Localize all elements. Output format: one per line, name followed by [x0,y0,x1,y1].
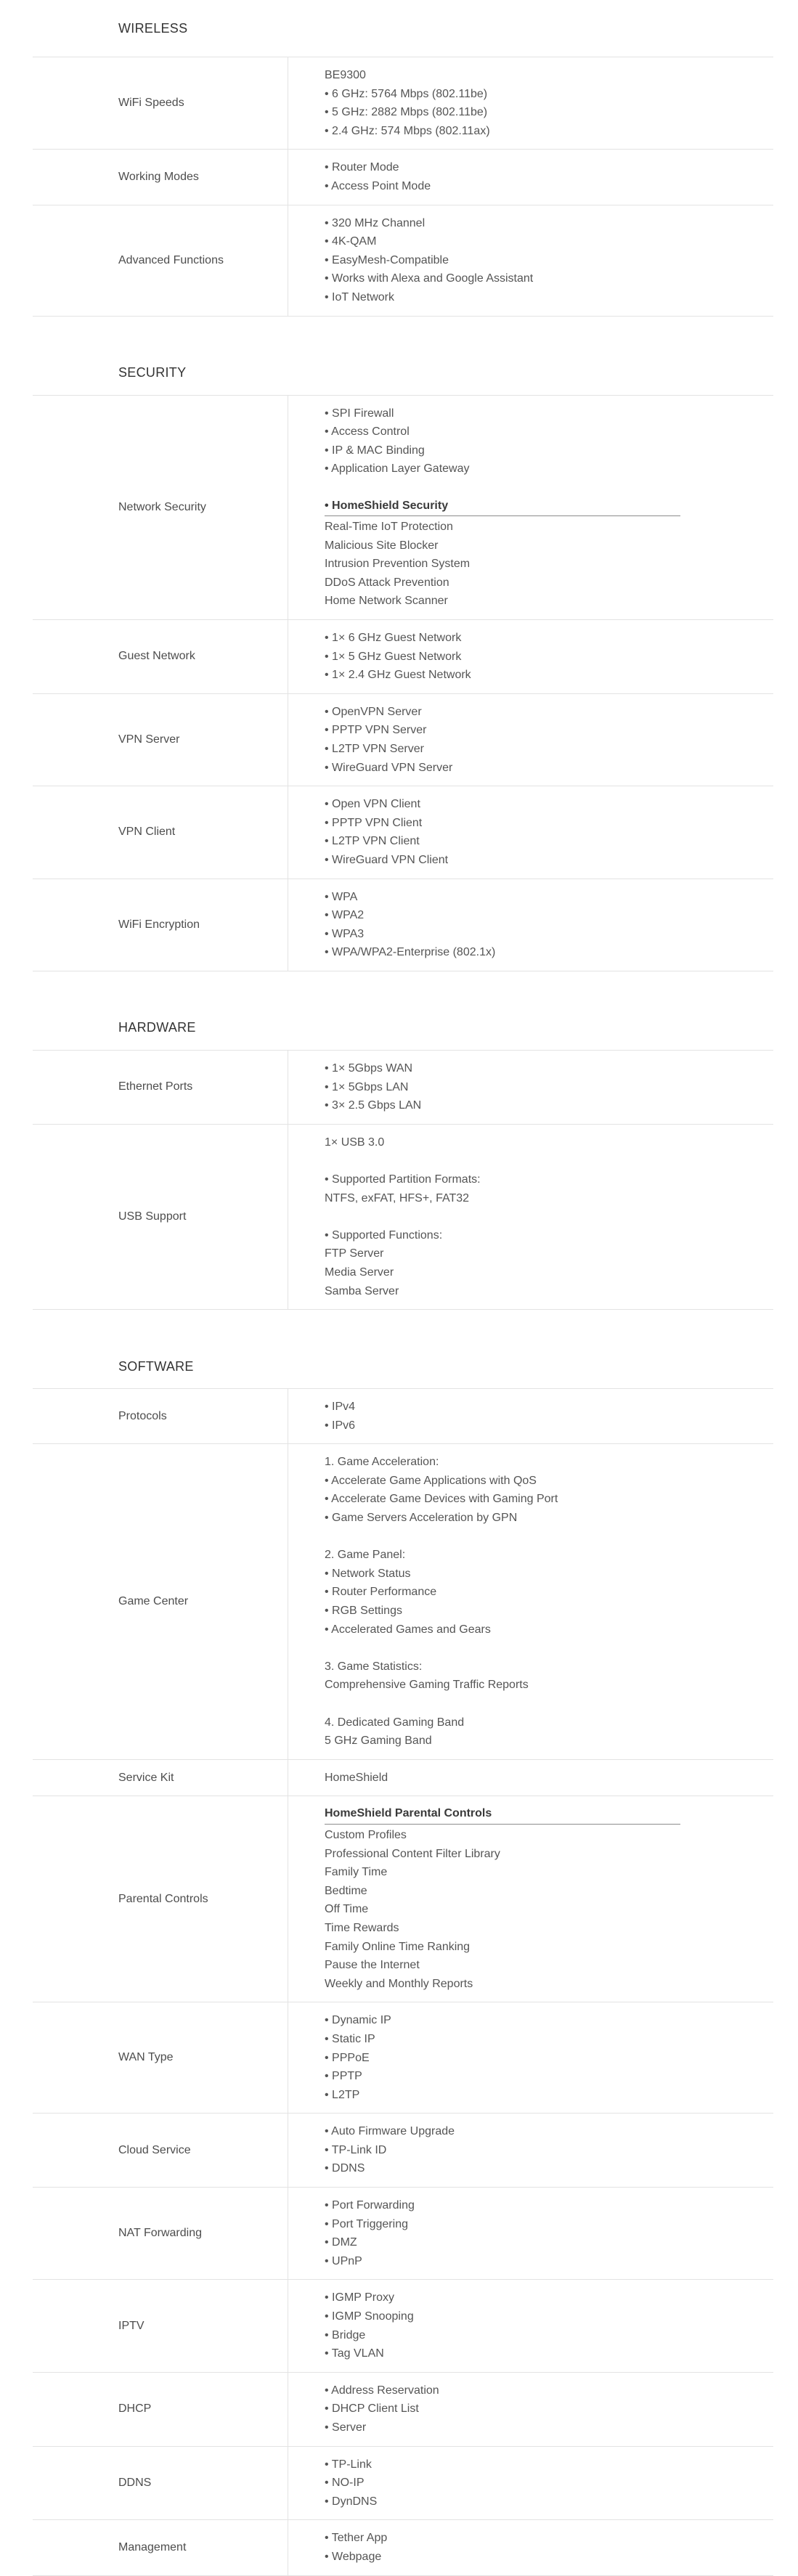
spec-label: NAT Forwarding [33,2188,288,2279]
spec-table [33,0,773,2576]
spec-value [288,1389,773,1443]
spec-value-line: Professional Content Filter Library [325,1847,500,1860]
spec-value [288,1760,773,1796]
spec-label: USB Support [33,1125,288,1309]
spec-value-line: Comprehensive Gaming Traffic Reports [325,1679,529,1692]
section-security [33,351,773,971]
spec-value-line: • PPTP VPN Server [325,724,427,737]
spec-row-guest-network [33,620,773,694]
spec-label: DHCP [33,2373,288,2446]
spec-value-line: Bedtime [325,1884,367,1897]
section-title: SOFTWARE [33,1345,773,1389]
spec-value-line: Off Time [325,1903,369,1916]
spec-value-line: • Works with Alexa and Google Assistant [325,272,534,285]
spec-value-line: • Access Control [325,425,410,439]
spec-row-service-kit [33,1760,773,1797]
spec-row-wan-type [33,2002,773,2114]
spec-label: WiFi Speeds [33,57,288,149]
spec-value-line: Malicious Site Blocker [325,539,439,552]
spec-value-line: • WireGuard VPN Server [325,761,453,774]
spec-label: Ethernet Ports [33,1051,288,1124]
spec-value-line: • PPTP [325,2070,362,2083]
spec-value-line: • IGMP Snooping [325,2310,414,2323]
section-hardware [33,1006,773,1310]
spec-value-line: • Game Servers Acceleration by GPN [325,1512,518,1525]
spec-row-network-security [33,396,773,621]
spec-row-nat-forwarding [33,2188,773,2280]
spec-value-line: • Bridge [325,2328,366,2341]
spec-value-line: • Server [325,2421,367,2434]
spec-label: Game Center [33,1444,288,1759]
spacer [325,1639,773,1658]
spec-value [288,2188,773,2279]
spec-value-line: • SPI Firewall [325,407,394,420]
spec-label: Cloud Service [33,2114,288,2187]
spec-value-line: • Network Status [325,1567,411,1580]
spec-label: Service Kit [33,1760,288,1796]
spec-value-line: • Port Forwarding [325,2199,415,2212]
spec-label: VPN Client [33,786,288,878]
spec-value-line: 3. Game Statistics: [325,1660,423,1673]
spec-value-line: • Supported Functions: [325,1228,443,1242]
spec-label: Management [33,2520,288,2575]
spec-value-line: • RGB Settings [325,1605,402,1618]
spec-label: VPN Server [33,694,288,786]
spacer [325,1528,773,1546]
spec-label: Working Modes [33,150,288,204]
spec-value-line: • Static IP [325,2032,375,2045]
spec-label: Guest Network [33,620,288,693]
spec-value [288,694,773,786]
spec-value-line: • 5 GHz: 2882 Mbps (802.11be) [325,106,488,119]
spec-value [288,2002,773,2113]
spec-value [288,150,773,204]
section-wireless [33,0,773,317]
spec-value [288,2373,773,2446]
spec-value-line: • DynDNS [325,2495,378,2508]
spec-label: Network Security [33,396,288,620]
spec-value-line: Weekly and Monthly Reports [325,1977,473,1990]
spec-value-line: • IPv4 [325,1401,356,1414]
spec-row-cloud-service [33,2114,773,2188]
spec-value [288,205,773,316]
spec-value-line: Intrusion Prevention System [325,558,471,571]
spec-value-line: Family Time [325,1866,388,1879]
section-title: SECURITY [33,351,773,396]
spec-label: Parental Controls [33,1796,288,2002]
spec-row-protocols [33,1389,773,1444]
spec-value-line: • IoT Network [325,290,394,303]
spec-value-line: • IGMP Proxy [325,2291,394,2304]
spec-value-line: • Router Performance [325,1586,437,1599]
spec-value-line: • Accelerated Games and Gears [325,1623,491,1636]
section-software [33,1345,773,2575]
spec-value-line: • DHCP Client List [325,2402,419,2416]
spacer [325,478,773,497]
spec-label: Advanced Functions [33,205,288,316]
spec-value-line: • DDNS [325,2162,365,2175]
spec-value-line: • L2TP VPN Client [325,835,420,848]
spec-value-line: DDoS Attack Prevention [325,576,449,589]
spec-label: IPTV [33,2280,288,2371]
spec-value-line: 2. Game Panel: [325,1549,406,1562]
spec-label: WiFi Encryption [33,879,288,971]
spec-row-dhcp [33,2373,773,2447]
spec-value-line: • 1× 6 GHz Guest Network [325,632,462,645]
spec-value [288,396,773,620]
spec-row-usb-support [33,1125,773,1310]
spec-value-line: • OpenVPN Server [325,705,422,718]
spec-value-line: • Open VPN Client [325,798,420,811]
spec-value-line: Time Rewards [325,1921,399,1934]
spec-value-line: • DMZ [325,2236,357,2249]
spec-value-line: Media Server [325,1265,394,1279]
spec-value-line: • PPPoE [325,2051,370,2064]
spec-value-line: • 1× 2.4 GHz Guest Network [325,669,471,682]
spec-row-wifi-encryption [33,879,773,971]
spec-value-line: • Supported Partition Formats: [325,1173,481,1186]
spec-row-parental-controls [33,1796,773,2002]
spec-value [288,2520,773,2575]
spec-value-line: FTP Server [325,1247,384,1260]
spec-subheading: • HomeShield Security [325,497,680,517]
spec-value [288,1051,773,1124]
spec-value-line: • WPA [325,890,358,903]
spacer [325,1695,773,1713]
spec-value-line: • 1× 5Gbps WAN [325,1061,413,1075]
spec-value [288,879,773,971]
spec-label: DDNS [33,2447,288,2520]
spec-value-line: • 320 MHz Channel [325,216,426,229]
spec-value-line: • 2.4 GHz: 574 Mbps (802.11ax) [325,124,490,137]
spec-value-line: NTFS, exFAT, HFS+, FAT32 [325,1191,470,1205]
spec-value-line: • 6 GHz: 5764 Mbps (802.11be) [325,87,488,100]
section-title: WIRELESS [33,0,773,57]
spec-value-line: • EasyMesh-Compatible [325,253,449,266]
spec-value-line: • Dynamic IP [325,2014,391,2027]
spec-value [288,1796,773,2002]
spec-row-management [33,2520,773,2575]
spec-value-line: Pause the Internet [325,1959,420,1972]
spec-value-line: 5 GHz Gaming Band [325,1735,432,1748]
spec-value [288,1125,773,1309]
spec-value [288,57,773,149]
spacer [325,1207,773,1226]
spec-value-line: • Auto Firmware Upgrade [325,2125,455,2138]
spec-value-line: • L2TP [325,2088,360,2101]
spec-row-iptv [33,2280,773,2372]
spec-value-line: • Access Point Mode [325,179,431,192]
spec-value-line: Home Network Scanner [325,595,448,608]
spec-value [288,2114,773,2187]
spec-value-line: Real-Time IoT Protection [325,521,453,534]
spec-value-line: • Tag VLAN [325,2347,384,2360]
spec-value-line: Samba Server [325,1284,399,1297]
spec-row-ddns [33,2447,773,2521]
spec-value-line: HomeShield [325,1771,388,1784]
spec-value-line: • 3× 2.5 Gbps LAN [325,1099,422,1112]
spec-value-line: • Accelerate Game Applications with QoS [325,1474,537,1487]
spec-value-line: BE9300 [325,69,366,81]
spec-value-line: • WPA2 [325,909,365,922]
spec-value-line: 4. Dedicated Gaming Band [325,1716,465,1729]
spec-value [288,1444,773,1759]
spec-value-line: • 1× 5 GHz Guest Network [325,650,462,663]
spec-value-line: • Address Reservation [325,2384,439,2397]
spec-value-line: • IP & MAC Binding [325,444,425,457]
spec-row-game-center [33,1444,773,1760]
spec-row-ethernet-ports [33,1051,773,1125]
spec-value-line: 1. Game Acceleration: [325,1456,439,1469]
spec-value-line: • Webpage [325,2550,382,2563]
spec-value-line: • WireGuard VPN Client [325,854,449,866]
spec-row-vpn-server [33,694,773,786]
spec-subheading: HomeShield Parental Controls [325,1805,680,1825]
spec-value-line: • Application Layer Gateway [325,462,470,476]
spec-value-line: • Accelerate Game Devices with Gaming Port [325,1493,558,1506]
spec-value-line: Custom Profiles [325,1828,407,1841]
spec-value-line: 1× USB 3.0 [325,1136,385,1149]
spec-value-line: • L2TP VPN Server [325,743,424,756]
spec-value-line: Family Online Time Ranking [325,1940,471,1953]
spec-row-working-modes [33,150,773,205]
spec-value-line: • Router Mode [325,161,399,174]
spec-row-vpn-client [33,786,773,879]
spec-value-line: • Tether App [325,2532,388,2545]
spec-value-line: • 1× 5Gbps LAN [325,1080,409,1093]
spec-value-line: • NO-IP [325,2477,365,2490]
spec-value-line: • WPA3 [325,927,365,940]
spec-value [288,786,773,878]
spec-value-line: • WPA/WPA2-Enterprise (802.1x) [325,946,496,959]
spec-value-line: • 4K-QAM [325,235,377,248]
section-title: HARDWARE [33,1006,773,1051]
spec-value [288,2280,773,2371]
spec-label: WAN Type [33,2002,288,2113]
spec-label: Protocols [33,1389,288,1443]
spec-value-line: • Port Triggering [325,2217,408,2230]
spec-row-wifi-speeds [33,57,773,150]
spec-value-line: • TP-Link ID [325,2143,387,2156]
spec-value-line: • PPTP VPN Client [325,816,423,829]
spec-value [288,620,773,693]
spec-value-line: • TP-Link [325,2458,372,2471]
spacer [325,1152,773,1170]
spec-row-advanced-functions [33,205,773,317]
spec-value-line: • IPv6 [325,1419,356,1432]
spec-value-line: • UPnP [325,2254,362,2267]
